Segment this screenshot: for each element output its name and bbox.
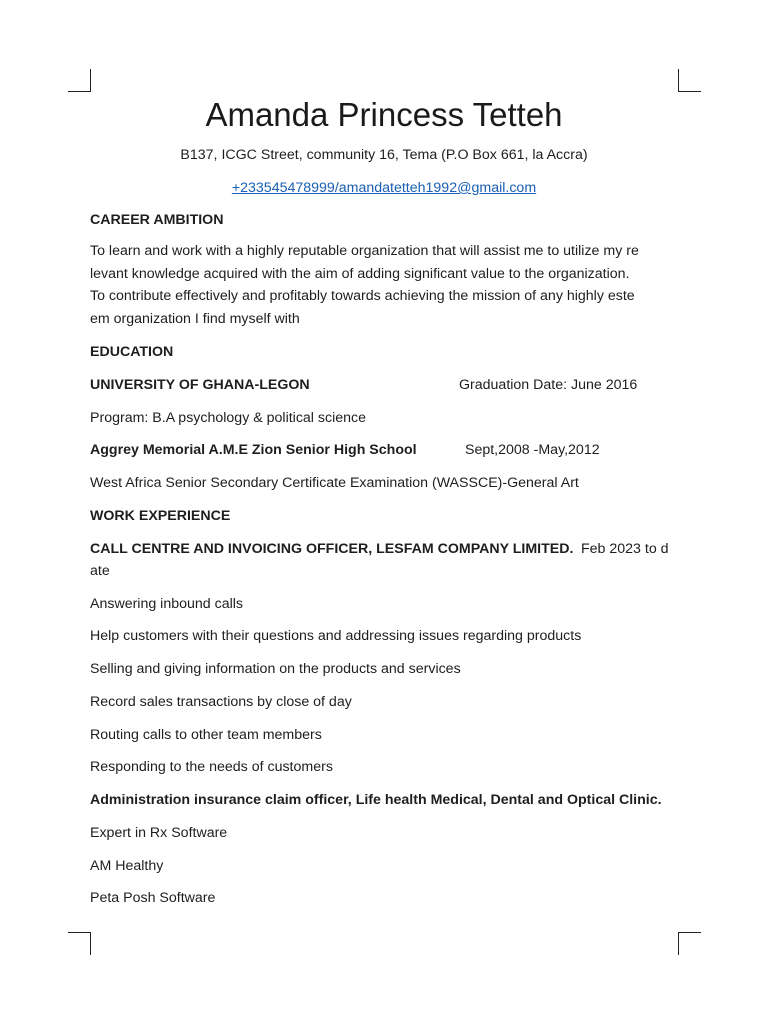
contact-link[interactable]: +233545478999/amandatetteh1992@gmail.com xyxy=(231,180,537,196)
career-line: levant knowledge acquired with the aim of adding significant value to the organization. xyxy=(90,265,630,282)
work-heading: WORK EXPERIENCE xyxy=(90,508,231,524)
school2-name: Aggrey Memorial A.M.E Zion Senior High School xyxy=(90,442,417,458)
job1-date-wrap: ate xyxy=(90,563,110,579)
career-paragraph xyxy=(90,240,678,330)
program: Program: B.A psychology & political science xyxy=(90,410,366,426)
crop-mark-top-left xyxy=(68,69,91,92)
crop-mark-top-right xyxy=(678,69,701,92)
job1-duty: Answering inbound calls xyxy=(90,596,244,612)
candidate-name: Amanda Princess Tetteh xyxy=(205,96,563,133)
school1-name: UNIVERSITY OF GHANA-LEGON xyxy=(90,377,310,393)
job2-title: Administration insurance claim officer, Life health Medical, Dental and Optical Clinic. xyxy=(90,792,662,808)
job1-title: CALL CENTRE AND INVOICING OFFICER, LESFAM COMPANY LIMITED. xyxy=(90,541,574,557)
school2-date: Sept,2008 -May,2012 xyxy=(465,442,600,458)
address: B137, ICGC Street, community 16, Tema (P.O Box 661, la Accra) xyxy=(180,147,588,163)
crop-mark-bottom-right xyxy=(678,932,701,955)
job1-duty: Selling and giving information on the products and services xyxy=(90,661,461,677)
job1-duty: Record sales transactions by close of day xyxy=(90,694,352,710)
crop-mark-bottom-left xyxy=(68,932,91,955)
career-line: To contribute effectively and profitably towards achieving the mission of any highly este xyxy=(90,288,635,304)
career-line: em organization I find myself with xyxy=(90,310,300,327)
job2-item: Expert in Rx Software xyxy=(90,825,228,841)
education-heading: EDUCATION xyxy=(90,344,174,360)
job2-item: Peta Posh Software xyxy=(90,890,216,906)
job1-date: Feb 2023 to d xyxy=(581,541,669,557)
school1-date: Graduation Date: June 2016 xyxy=(459,377,638,393)
career-line: To learn and work with a highly reputable organization that will assist me to utilize my re xyxy=(90,243,639,259)
job2-item: AM Healthy xyxy=(90,858,164,874)
career-heading: CAREER AMBITION xyxy=(90,212,224,228)
exam: West Africa Senior Secondary Certificate Examination (WASSCE)-General Art xyxy=(90,475,579,491)
job1-duty: Routing calls to other team members xyxy=(90,727,322,743)
job1-duty: Help customers with their questions and addressing issues regarding products xyxy=(90,628,582,644)
job1-duty: Responding to the needs of customers xyxy=(90,759,333,775)
